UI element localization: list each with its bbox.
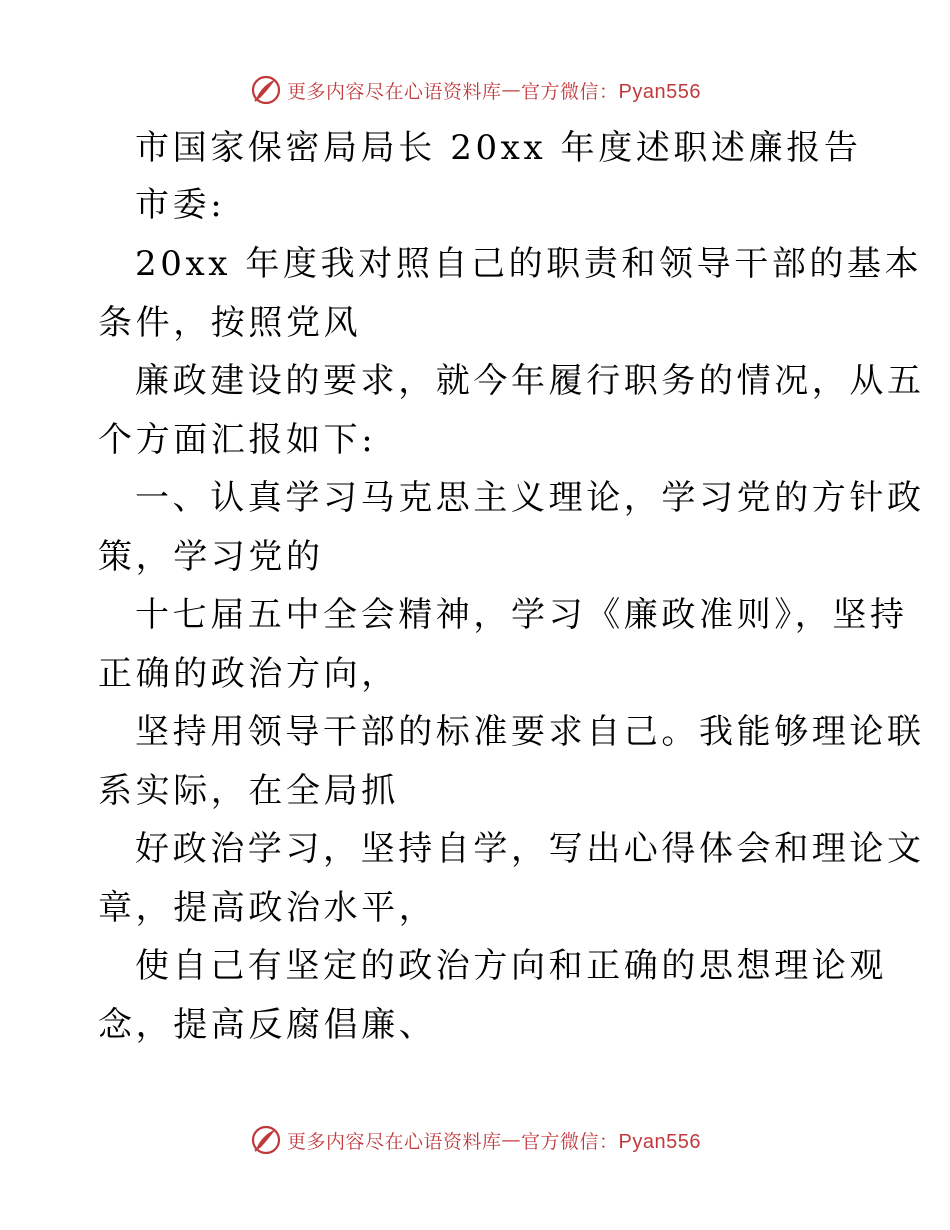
paragraph-line: 好政治学习，坚持自学，写出心得体会和理论文 [135, 829, 925, 869]
paragraph-line: 廉政建设的要求，就今年履行职务的情况，从五 [135, 361, 925, 401]
header-watermark [0, 72, 950, 108]
watermark-dash: — [501, 1129, 522, 1151]
watermark-dash: — [501, 79, 522, 101]
paragraph-line: 个方面汇报如下: [98, 420, 377, 460]
salutation: 市委: [135, 185, 226, 225]
paragraph-line: 一、认真学习马克思主义理论，学习党的方针政 [135, 478, 925, 518]
watermark-text: 更多内容尽在心语资料库 [287, 80, 502, 103]
paragraph-line: 20xx 年度我对照自己的职责和领导干部的基本 [135, 244, 923, 284]
paragraph-line: 条件，按照党风 [98, 303, 362, 343]
paragraph-line: 策，学习党的 [98, 537, 324, 577]
paragraph-line: 正确的政治方向， [98, 654, 399, 694]
paragraph-line: 念，提高反腐倡廉、 [98, 1005, 437, 1045]
wechat-id: Pyan556 [618, 1130, 701, 1153]
watermark-text: 更多内容尽在心语资料库 [287, 1130, 502, 1153]
watermark-wechat [521, 1127, 701, 1154]
pen-logo-icon [249, 1123, 283, 1157]
paragraph-line: 十七届五中全会精神，学习《廉政准则》，坚持 [135, 595, 908, 635]
paragraph-line: 章，提高政治水平， [98, 888, 437, 928]
paragraph-line: 系实际，在全局抓 [98, 771, 399, 811]
document-title: 市国家保密局局长 20xx 年度述职述廉报告 [135, 128, 862, 168]
pen-logo-icon [249, 73, 283, 107]
paragraph-line: 坚持用领导干部的标准要求自己。我能够理论联 [135, 712, 925, 752]
paragraph-line: 使自己有坚定的政治方向和正确的思想理论观 [135, 946, 887, 986]
wechat-id: Pyan556 [618, 80, 701, 103]
watermark-wechat [521, 77, 701, 104]
wechat-label: 官方微信： [521, 1130, 619, 1153]
wechat-label: 官方微信： [521, 80, 619, 103]
footer-watermark [0, 1122, 950, 1158]
